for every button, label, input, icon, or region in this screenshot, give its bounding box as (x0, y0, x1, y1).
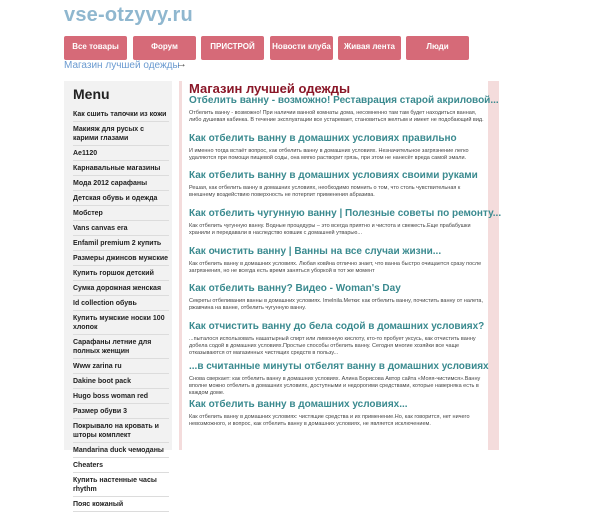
post (189, 133, 487, 162)
post (189, 399, 487, 428)
post-title[interactable]: Как отчистить ванну до бела содой в домашних условиях? (189, 321, 485, 332)
post-excerpt: Как отбелить ванну в домашних условиях: чистящие средства и их применение.Но, как говорится, нет ничего невозможного, и вопрос, как отбелить ванну в домашних условиях, не является исключением. (189, 414, 470, 427)
sidebar-item[interactable]: Макияж для русых с карими глазами (73, 122, 169, 146)
sidebar-item[interactable]: Cheaters (73, 458, 169, 473)
nav-club-news[interactable]: Новости клуба (270, 36, 333, 60)
page-title: Магазин лучшей одежды (189, 81, 351, 96)
post-title[interactable]: Отбелить ванну - возможно! Реставрация старой акриловой... (189, 95, 499, 106)
nav-people[interactable]: Люди (406, 36, 469, 60)
sidebar-item[interactable]: Сумка дорожная женская (73, 281, 169, 296)
main-content (179, 81, 502, 450)
sidebar-item[interactable]: Покрывало на кровать и шторы комплект (73, 419, 169, 443)
sidebar-item[interactable]: Размер обуви 3 (73, 404, 169, 419)
post (189, 246, 487, 275)
post-excerpt: И именно тогда встаёт вопрос, как отбелить ванну в домашних условиях. Незначительное загрязнение легко удаляются при помощи пищевой соды, она мягко растворит грязь, при этом не нанесёт вреда самой эмали. (189, 148, 469, 161)
sidebar-item[interactable]: Www zarina ru (73, 359, 169, 374)
nav-all-products[interactable]: Все товары (64, 36, 127, 60)
breadcrumb[interactable]: Магазин лучшей одежды (64, 60, 180, 71)
nav-forum[interactable]: Форум (133, 36, 196, 60)
post (189, 321, 487, 357)
sidebar-item[interactable]: Размеры джинсов мужские (73, 251, 169, 266)
nav-live-feed[interactable]: Живая лента (338, 36, 401, 60)
post-excerpt: Отбелить ванну - возможно! При наличии ванной комнаты дома, несомненно там там будет находиться ванная, либо душевая кабинка. В течение эксплуатации все устаревает, становиться желтым и имеет не подобающий вид. (189, 110, 484, 123)
arrow-right-icon: → (176, 58, 187, 70)
site-logo[interactable]: vse-otzyvy.ru (64, 4, 193, 26)
post-excerpt: ...пыталося использовать нашатырный спирт или лимонную кислоту, кто-то пробует уксусь, как отчистить ванну добела содой в домашних условиях.Простые способы отбелить ванну. Сегодня многие хозяйки все чаще отказываются от магазинных чистящих средств в пользу... (189, 336, 476, 356)
sidebar-item[interactable]: Детская обувь и одежда (73, 191, 169, 206)
sidebar-item[interactable]: Enfamil premium 2 купить (73, 236, 169, 251)
post-excerpt: Решая, как отбелить ванну в домашних условиях, необходимо помнить о том, что столь чувствительная к внешнему воздействию поверхность не потерпит применения абразива. (189, 185, 461, 198)
sidebar-item[interactable]: Как сшить тапочки из кожи (73, 107, 169, 122)
post-excerpt: Как отбелить ванну в домашних условиях. Любая ковйна отлично знает, что ванна быстро очищается сразу после загрязнения, но не всегда есть время заняться уборкой в тот же момент (189, 261, 482, 274)
sidebar-item[interactable]: Hugo boss woman red (73, 389, 169, 404)
nav-pristroy[interactable]: ПРИСТРОЙ (201, 36, 264, 60)
post-title[interactable]: Как отбелить чугунную ванну | Полезные советы по ремонту... (189, 208, 502, 219)
post-excerpt: Секреты отбеливания ванны в домашних условиях. Imelnila.Метки: как отбелить ванну, почистить ванну от налета, ржавчина на ванне, отбелить чугунную ванну. (189, 298, 484, 311)
sidebar-item[interactable]: Id collection обувь (73, 296, 169, 311)
sidebar-item[interactable]: Пояс кожаный (73, 497, 169, 512)
sidebar-item[interactable]: Мобстер (73, 206, 169, 221)
post (189, 208, 502, 237)
post-title[interactable]: ...в считанные минуты отбелят ванну в домашних условиях (189, 361, 489, 372)
sidebar-item[interactable]: Купить горшок детский (73, 266, 169, 281)
sidebar-item[interactable]: Купить мужские носки 100 хлопок (73, 311, 169, 335)
sidebar-item[interactable]: Мода 2012 сарафаны (73, 176, 169, 191)
sidebar-item[interactable]: Сарафаны летние для полных женщин (73, 335, 169, 359)
post-title[interactable]: Как отбелить ванну в домашних условиях правильно (189, 133, 457, 144)
post (189, 170, 487, 199)
post-title[interactable]: Как отбелить ванну в домашних условиях... (189, 399, 408, 410)
sidebar (64, 81, 172, 508)
sidebar-item[interactable]: Mandarina duck чемоданы (73, 443, 169, 458)
post-excerpt: Как отбелить чугунную ванну. Водные процедуры – это всегда приятно и чистота и свежесть.Еще прабабушки хранили и передавали в наследство ковшик с домашней утварью... (189, 223, 471, 236)
article-list (182, 81, 502, 450)
sidebar-title: Menu (73, 86, 110, 102)
sidebar-item[interactable]: Купить настенные часы rhythm (73, 473, 169, 497)
post (189, 283, 487, 312)
sidebar-item[interactable]: Dakine boot pack (73, 374, 169, 389)
post (189, 361, 487, 397)
sidebar-item[interactable]: Ae1120 (73, 146, 169, 161)
post-title[interactable]: Как отбелить ванну? Видео - Woman's Day (189, 283, 401, 294)
post-title[interactable]: Как отбелить ванну в домашних условиях своими руками (189, 170, 478, 181)
sidebar-menu (73, 107, 169, 512)
post-excerpt: Снова сверкает: как отбелить ванну в домашних условиях. Алина Борисова Автор сайта «Мояя-чистимся».Ванну вполне можно отбелить в домашних условиях, доступными и недорогими средствами, которые наверняка есть в каждом доме. (189, 376, 481, 396)
sidebar-item[interactable]: Vans canvas era (73, 221, 169, 236)
sidebar-item[interactable]: Карнавальные магазины (73, 161, 169, 176)
post-title[interactable]: Как очистить ванну | Ванны на все случаи жизни... (189, 246, 442, 257)
post (189, 95, 499, 124)
